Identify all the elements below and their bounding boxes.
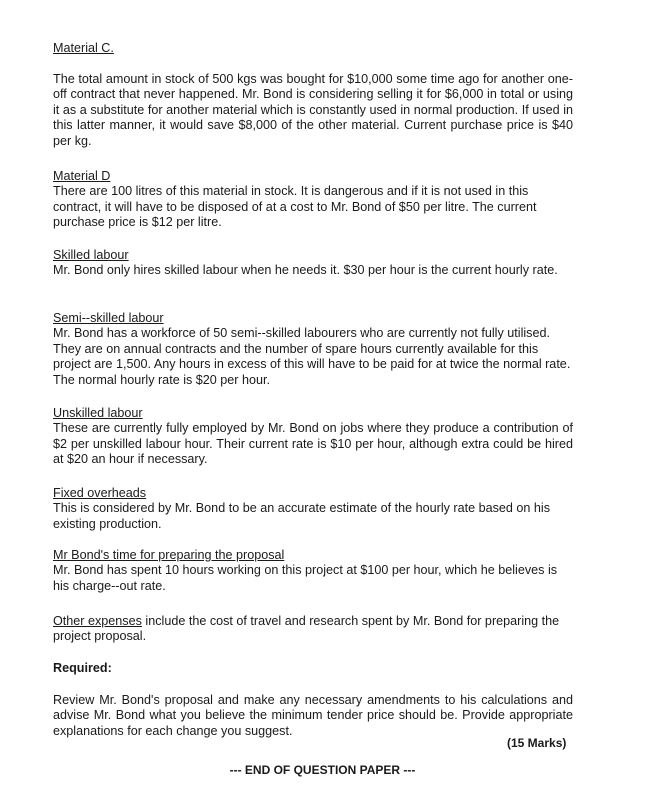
material-d-heading: Material D	[53, 169, 111, 183]
material-d-section	[53, 169, 573, 231]
material-c-body: The total amount in stock of 500 kgs was bought for $10,000 some time ago for another one-off contract that never happened. Mr. Bond is considering selling it for $6,000 in total or using it as a substitute for another material which is constantly used in normal production. If used in this latter manner, it would save $8,000 of the other material. Current purchase price is $40 per kg.	[53, 72, 573, 148]
semi-skilled-labour-heading: Semi--skilled labour	[53, 311, 164, 325]
fixed-overheads-heading: Fixed overheads	[53, 486, 147, 500]
end-of-paper: --- END OF QUESTION PAPER ---	[229, 763, 416, 777]
skilled-labour-heading: Skilled labour	[53, 248, 129, 262]
material-c-heading: Material C.	[53, 41, 114, 55]
bonds-time-section	[53, 548, 573, 594]
skilled-labour-section	[53, 248, 573, 279]
bonds-time-body: Mr. Bond has spent 10 hours working on this project at $100 per hour, which he believes is his charge--out rate.	[53, 563, 558, 593]
other-expenses-paragraph	[53, 614, 573, 645]
skilled-labour-body: Mr. Bond only hires skilled labour when he needs it. $30 per hour is the current hourly rate.	[53, 263, 558, 278]
required-body: Review Mr. Bond's proposal and make any necessary amendments to his calculations and advise Mr. Bond what you believe the minimum tender price should be. Provide appropriate explanations for each change you suggest.	[53, 693, 573, 738]
other-expenses-body: include the cost of travel and research spent by Mr. Bond for preparing the project proposal.	[53, 614, 560, 644]
marks-label: (15 Marks)	[507, 736, 567, 750]
required-label: Required:	[53, 661, 112, 675]
unskilled-labour-body: These are currently fully employed by Mr. Bond on jobs where they produce a contribution of $2 per unskilled labour hour. Their current rate is $10 per hour, although extra could be hired at $20 an hour if necessary.	[53, 421, 573, 467]
other-expenses-heading: Other expenses	[53, 614, 142, 628]
semi-skilled-labour-body: Mr. Bond has a workforce of 50 semi--skilled labourers who are currently not fully utilised. They are on annual contracts and the number of spare hours currently available for this project are 1,500. Any hours in excess of this will have to be paid for at twice the normal rate. The normal hourly rate is $20 per hour.	[53, 326, 571, 387]
fixed-overheads-section	[53, 486, 573, 532]
material-d-body: There are 100 litres of this material in stock. It is dangerous and if it is not used in this contract, it will have to be disposed of at a cost to Mr. Bond of $50 per litre. The current purchase price is $12 per litre.	[53, 184, 537, 230]
semi-skilled-labour-section	[53, 311, 573, 388]
unskilled-labour-section	[53, 406, 573, 468]
fixed-overheads-body: This is considered by Mr. Bond to be an accurate estimate of the hourly rate based on his existing production.	[53, 501, 551, 531]
bonds-time-heading: Mr Bond's time for preparing the proposal	[53, 548, 285, 562]
material-c-section	[53, 41, 573, 56]
unskilled-labour-heading: Unskilled labour	[53, 406, 143, 420]
